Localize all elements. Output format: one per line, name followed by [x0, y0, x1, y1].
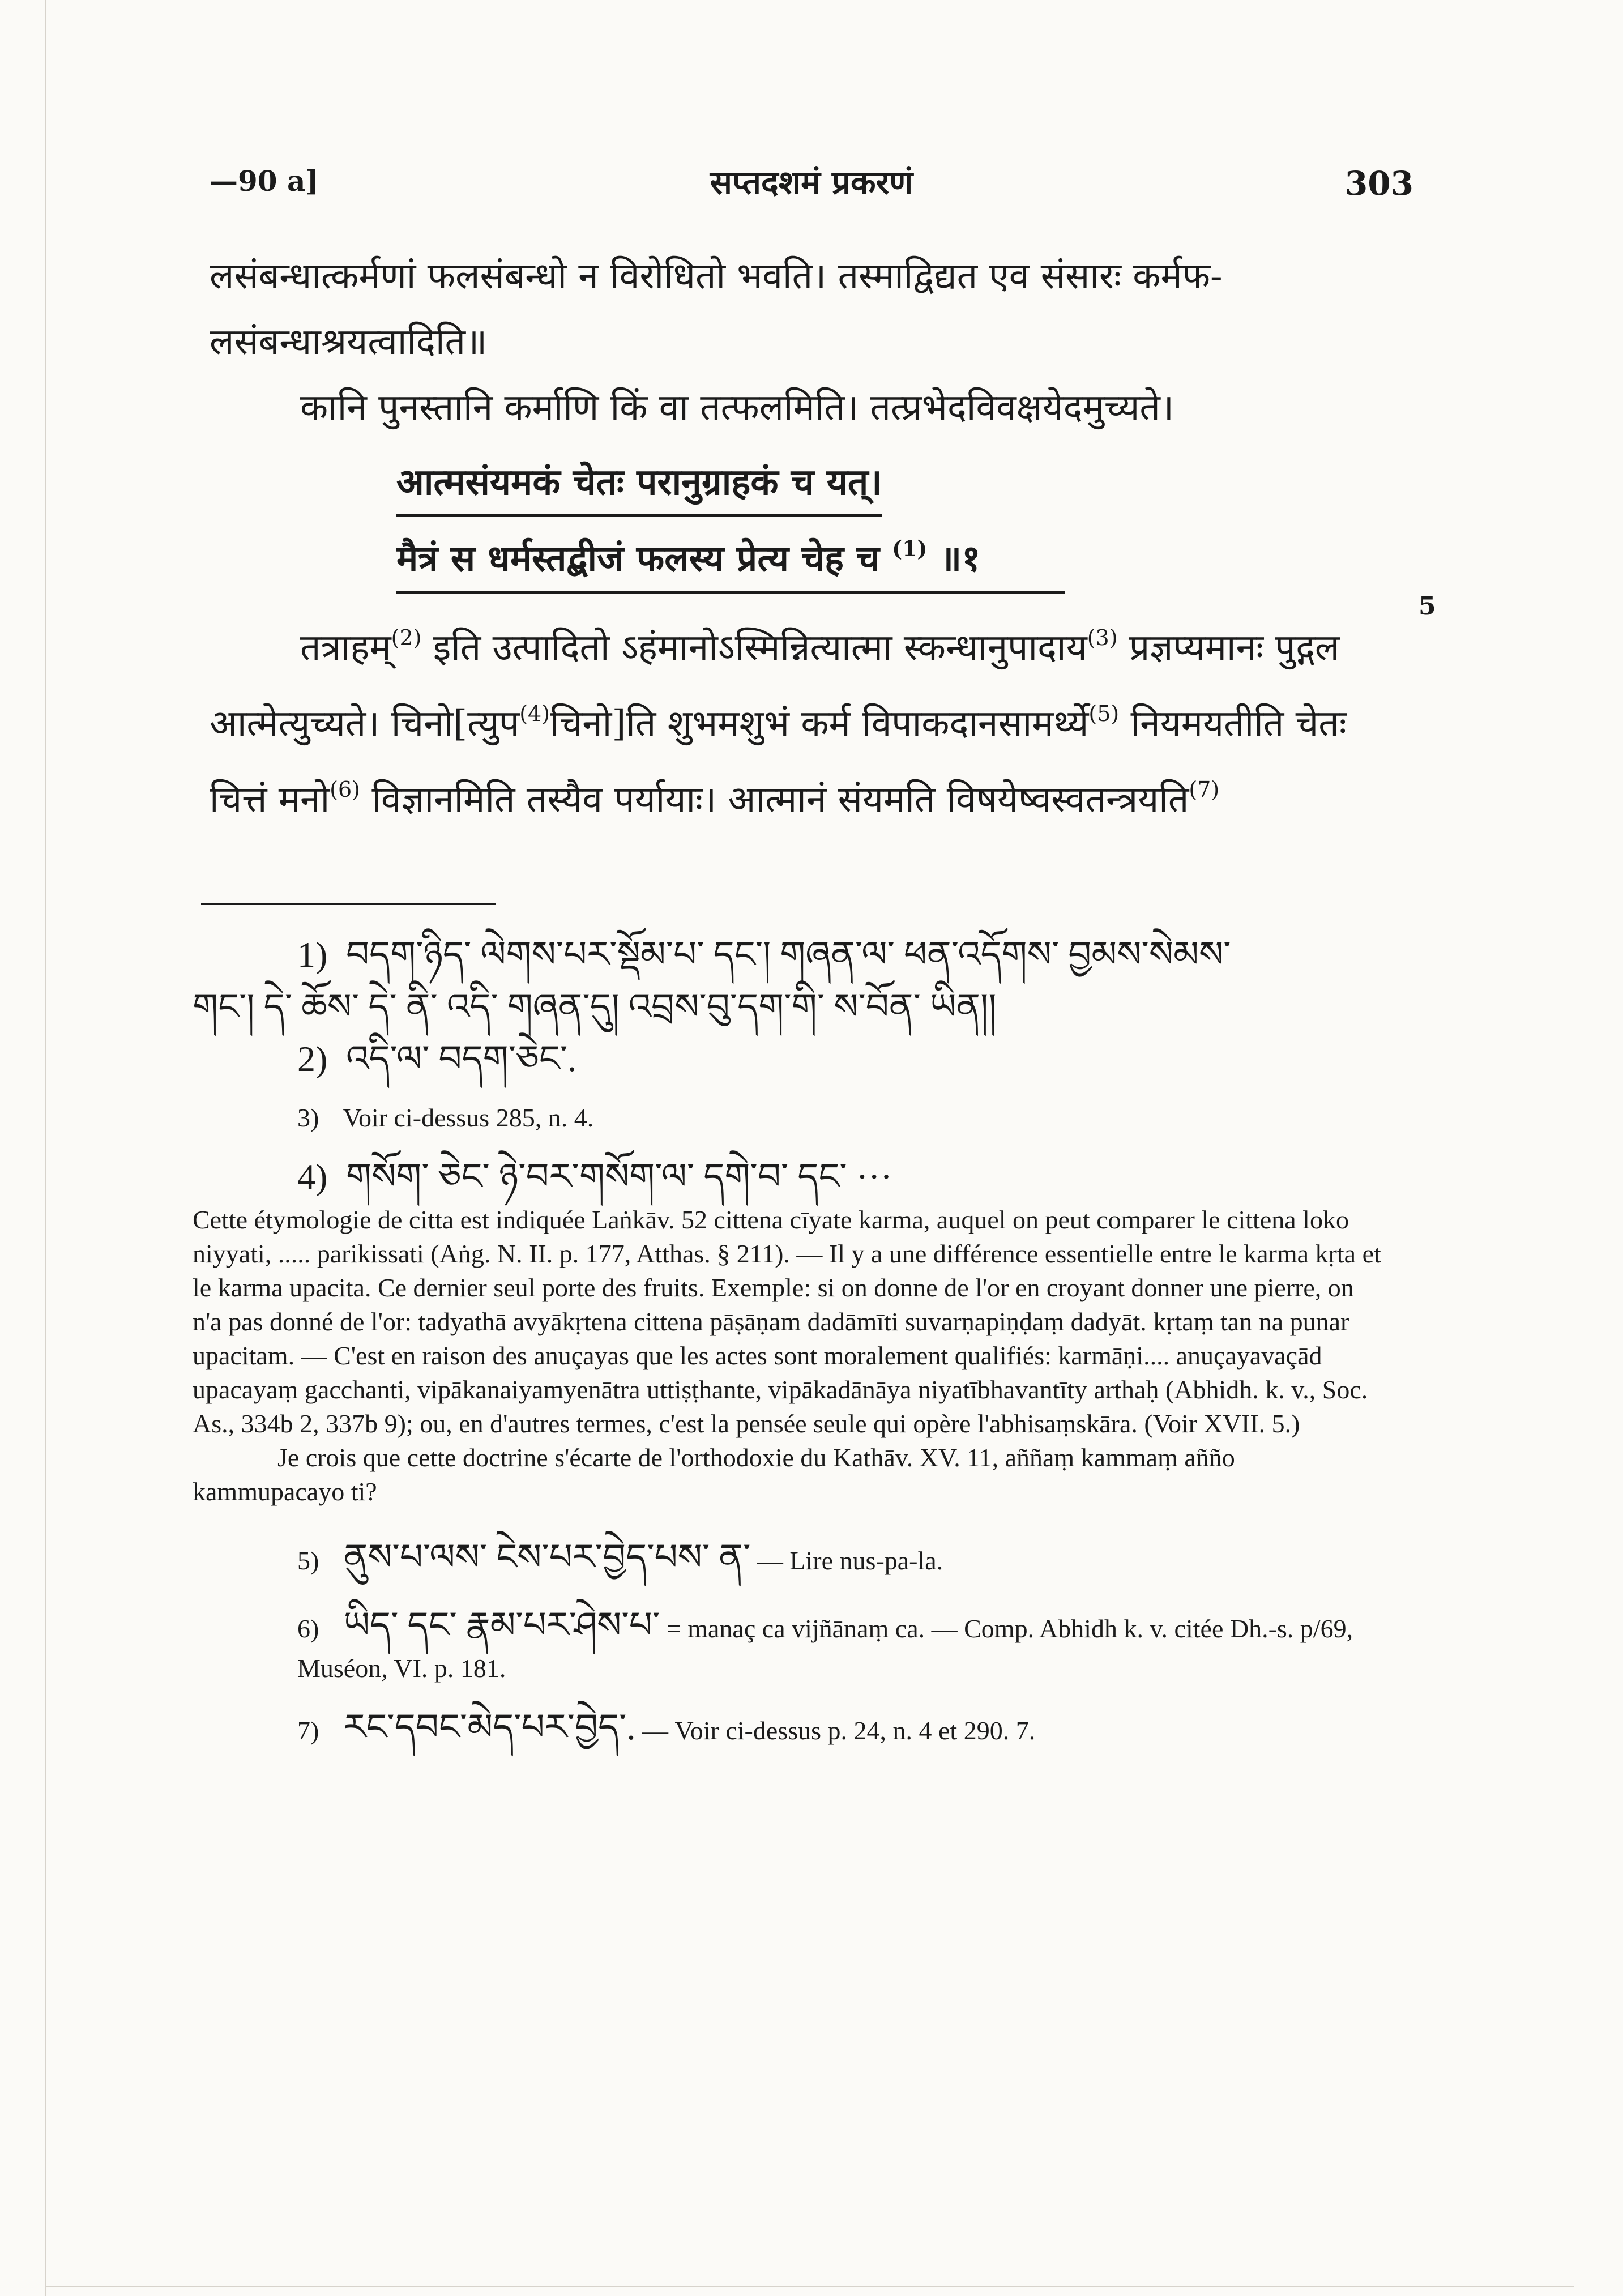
footnote-1-line-2: གང་། དེ་ ཆོས་ དེ་ ནི་ འདི་ གཞན་དུ། འབྲས་བུ་དག་གི་ ས་བོན་ ཡིན།།	[193, 987, 997, 1027]
p3-seg-f: विज्ञानमिति तस्यैव पर्यायाः। आत्मानं संयमति विषयेष्वस्वतन्त्रयति	[371, 779, 1189, 821]
footnote-ref-3: (3)	[1087, 625, 1118, 650]
footnote-2-number: 2)	[297, 1039, 328, 1079]
footnote-4-number: 4)	[297, 1156, 328, 1197]
footnote-3	[193, 1101, 1385, 1135]
page-number: 303	[1344, 164, 1413, 203]
paragraph-1-line-2: लसंबन्धाश्रयत्वादिति॥	[210, 321, 488, 363]
p3-seg-b: इति उत्पादितो ऽहंमानोऽस्मिन्नित्यात्मा स्कन्धानुपादाय	[433, 627, 1087, 669]
verse-line-1: आत्मसंयमकं चेतः परानुग्राहकं च यत्।	[396, 451, 882, 517]
footnote-ref-1: (1)	[892, 536, 928, 561]
verse-block	[396, 451, 1385, 594]
footnote-ref-5: (5)	[1088, 701, 1120, 726]
p3-seg-a: तत्राहम्	[300, 627, 391, 669]
footnote-7-number: 7)	[297, 1716, 319, 1745]
footnote-5-tibetan: ནུས་པ་ལས་ ངེས་པར་བྱེད་པས་ ན་	[343, 1537, 751, 1577]
footnote-6	[193, 1599, 1385, 1685]
header-title: सप्तदशमं प्रकरणं	[710, 163, 913, 202]
footnote-6-text: = manaç ca vijñānaṃ ca. — Comp. Abhidh k. v. citée Dh.-s. p/69, Muséon, VI. p. 181.	[297, 1614, 1353, 1683]
verse-line-2-text: मैत्रं स धर्मस्तद्बीजं फलस्य प्रेत्य चेह च	[396, 537, 879, 580]
running-header	[210, 159, 1413, 210]
footnote-4-tibetan: གསོག་ ཅེང་ ཉེ་བར་གསོག་ལ་ དགེ་བ་ དང་ ···	[346, 1156, 892, 1197]
footnote-1-number: 1)	[297, 934, 328, 975]
footnote-ref-2: (2)	[391, 625, 422, 650]
scan-bottom-line	[45, 2286, 1574, 2287]
footnote-4-remark: Je crois que cette doctrine s'écarte de l'orthodoxie du Kathāv. XV. 11, aññaṃ kammaṃ añño kammupacayo ti?	[193, 1443, 1235, 1506]
footnote-3-number: 3)	[297, 1103, 319, 1132]
footnote-1-tibetan-1: བདག་ཉིད་ ལེགས་པར་སྡོམ་པ་ དང་། གཞན་ལ་ ཕན་འདོགས་ བྱམས་སེམས་	[346, 934, 1231, 975]
header-section-ref: —90 a]	[210, 164, 319, 198]
footnote-ref-6: (6)	[330, 777, 360, 802]
paragraph-3	[210, 605, 1385, 833]
verse-number: ॥१	[939, 537, 981, 580]
p3-seg-d: चिनो]ति शुभमशुभं कर्म विपाकदानसामर्थ्ये	[550, 703, 1089, 745]
footnote-7-tibetan: རང་དབང་མེད་པར་བྱེད་.	[343, 1707, 636, 1747]
footnote-6-tibetan: ཡིད་ དང་ རྣམ་པར་ཤེས་པ་	[343, 1605, 660, 1645]
footnote-5-text: — Lire nus-pa-la.	[757, 1546, 943, 1575]
footnote-4-head	[193, 1151, 1385, 1203]
footnote-4-body: Cette étymologie de citta est indiquée Laṅkāv. 52 cittena cīyate karma, auquel on peut comparer le cittena loko niyyati, ..... parikissati (Aṅg. N. II. p. 177, Atthas. § 211). — Il y a une différence essentielle entre le karma kṛta et le karma upacita. Ce dernier seul porte des fruits. Exemple: si on donne de l'or en croyant donner une pierre, on n'a pas donné de l'or: tadyathā avyākṛtena cittena pāṣāṇam dadāmīti suvarṇapiṇḍaṃ dadyāt. kṛtaṃ tan na punar upacitam. — C'est en raison des anuçayas que les actes sont moralement qualifiés: karmāṇi.... anuçayavaçād upacayaṃ gacchanti, vipākanaiyamyenātra uttiṣṭhante, vipākadānāya niyatībhavantīty arthaḥ (Abhidh. k. v., Soc. As., 334b 2, 337b 9); ou, en d'autres termes, c'est la pensée seule qui opère l'abhisaṃskāra. (Voir XVII. 5.)	[193, 1205, 1381, 1438]
footnote-5	[193, 1531, 1385, 1584]
scan-margin-line	[45, 0, 46, 2296]
p3-seg-c: प्रज्ञप्यमानः पुद्गल आत्मेत्युच्यते। चिनो[त्युप	[210, 627, 1340, 745]
footnote-7	[193, 1701, 1385, 1753]
footnote-ref-4: (4)	[519, 701, 550, 726]
footnote-rule	[201, 903, 496, 905]
footnote-2	[193, 1033, 1385, 1085]
footnotes	[193, 929, 1385, 1753]
verse-line-2	[396, 517, 1065, 594]
footnote-6-number: 6)	[297, 1614, 319, 1643]
footnote-1-line-1	[193, 929, 1385, 981]
footnote-2-tibetan: འདི་ལ་ བདག་ཅེང་.	[346, 1039, 577, 1079]
main-text	[210, 244, 1385, 833]
footnote-ref-7: (7)	[1189, 777, 1220, 802]
footnote-5-number: 5)	[297, 1546, 319, 1575]
margin-line-number: 5	[1419, 592, 1436, 621]
footnote-7-text: — Voir ci-dessus p. 24, n. 4 et 290. 7.	[642, 1716, 1036, 1745]
paragraph-1-line-1: लसंबन्धात्कर्मणां फलसंबन्धो न विरोधितो भवति। तस्माद्विद्यत एव संसारः कर्मफ-	[210, 255, 1223, 297]
footnote-3-text: Voir ci-dessus 285, n. 4.	[343, 1103, 594, 1132]
p3-seg-e: नियमयतीति चेतः चित्तं मनो	[210, 703, 1347, 821]
paragraph-2: कानि पुनस्तानि कर्माणि किं वा तत्फलमिति। तत्प्रभेदविवक्षयेदमुच्यते।	[300, 387, 1174, 429]
